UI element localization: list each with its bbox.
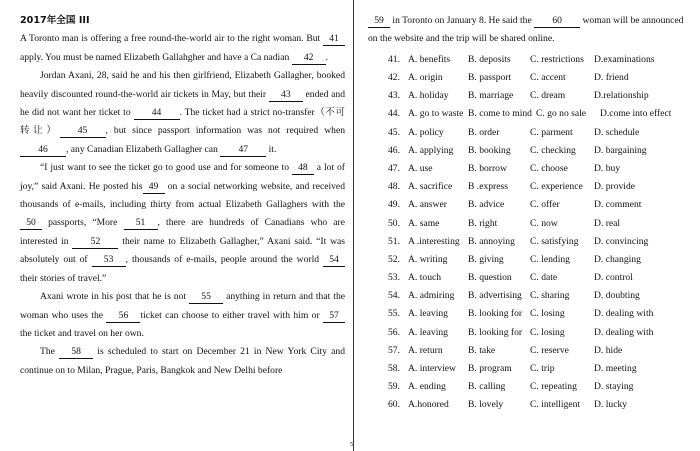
option-d: D. real <box>594 217 621 229</box>
option-a: A. go to waste <box>408 108 464 120</box>
blank-55: 55 <box>189 291 223 304</box>
option-a: A. holiday <box>408 90 449 102</box>
option-row <box>388 69 688 87</box>
option-b: B .express <box>468 181 508 193</box>
text-span: , but since passport information was not required when <box>105 125 346 137</box>
option-row <box>388 196 688 214</box>
option-b: B. program <box>468 363 512 374</box>
option-row <box>388 305 688 323</box>
option-row <box>388 178 688 196</box>
text-span: a lot of joy,” said Axani. He posted his <box>20 162 345 192</box>
option-d: D. lucky <box>594 399 628 411</box>
option-d: D. staying <box>594 381 634 393</box>
question-number: 51. <box>388 235 400 247</box>
question-number: 52. <box>388 253 400 265</box>
option-c: C. experience <box>530 181 583 193</box>
option-row <box>388 251 688 269</box>
paragraph-4 <box>20 288 345 343</box>
question-number: 50. <box>388 217 400 229</box>
option-d: D. convincing <box>594 235 649 247</box>
option-c: C. repeating <box>530 381 577 393</box>
option-d: D. doubting <box>594 290 640 302</box>
option-d: D.examinations <box>594 53 655 65</box>
blank-46: 46 <box>20 144 66 157</box>
blank-45: 45 <box>60 125 106 138</box>
option-c: C. parment <box>530 126 573 138</box>
option-b: B. calling <box>468 381 506 393</box>
answer-options <box>368 51 688 415</box>
option-d: D. dealing with <box>594 308 654 320</box>
blank-58: 58 <box>59 346 93 359</box>
question-number: 57. <box>388 344 400 356</box>
option-row <box>388 342 688 360</box>
option-b: B. passport <box>468 72 512 83</box>
option-a: A. touch <box>408 272 442 284</box>
option-b: B. borrow <box>468 162 507 174</box>
option-c: C. satisfying <box>530 235 579 247</box>
paragraph-5-continued <box>368 12 688 49</box>
option-b: B. right <box>468 217 498 229</box>
option-c: C. sharing <box>530 290 570 302</box>
blank-42: 42 <box>292 52 326 65</box>
option-c: C. dream <box>530 90 566 102</box>
blank-41: 41 <box>323 33 345 46</box>
option-b: B. giving <box>468 253 504 265</box>
option-a: A. origin <box>408 72 443 83</box>
text-span: the ticket and travel on her own. <box>20 327 144 339</box>
option-a: A. interview <box>408 363 456 374</box>
option-c: C. losing <box>530 326 565 338</box>
question-number: 55. <box>388 308 400 320</box>
text-span: anything in return and that the woman who uses the <box>20 291 345 321</box>
option-row <box>388 87 688 105</box>
text-span: is scheduled to start on December 21 in New York City and continue on to Milan, Prague, Paris, Bangkok and New Delhi before <box>20 346 345 376</box>
option-a: A. policy <box>408 126 444 138</box>
text-span: . The ticket had a strict no-transfer（不可转让） <box>20 107 345 137</box>
question-number: 42. <box>388 72 400 83</box>
option-d: D. hide <box>594 344 623 356</box>
option-row <box>388 360 688 378</box>
text-span: ended and he did not want her ticket to <box>20 88 345 119</box>
option-b: B. booking <box>468 144 511 156</box>
text-span: A Toronto man is offering a free round-the-world air to the right woman. But <box>20 33 323 45</box>
question-number: 48. <box>388 181 400 193</box>
option-c: C. intelligent <box>530 399 581 411</box>
question-number: 44. <box>388 108 400 120</box>
question-number: 41. <box>388 53 400 65</box>
page-number: 5 <box>350 442 353 448</box>
option-c: C. offer <box>530 199 560 211</box>
option-c: C. trip <box>530 363 555 374</box>
option-d: D. control <box>594 272 633 284</box>
option-a: A. applying <box>408 144 454 156</box>
option-c: C. now <box>530 217 558 229</box>
option-c: C. checking <box>530 144 576 156</box>
option-c: C. lending <box>530 253 570 265</box>
question-number: 45. <box>388 126 400 138</box>
option-b: B. annoying <box>468 235 515 247</box>
blank-52: 52 <box>72 236 118 249</box>
option-c: C. reserve <box>530 344 569 356</box>
option-d: D. buy <box>594 162 621 174</box>
text-span: , any Canadian Elizabeth Gallagher can <box>66 143 221 155</box>
left-column <box>20 12 345 380</box>
option-c: C. choose <box>530 162 568 174</box>
blank-59: 59 <box>368 15 390 28</box>
text-span: in Toronto on January 8. He said the <box>390 15 535 26</box>
paragraph-2 <box>20 67 345 159</box>
blank-49: 49 <box>143 181 165 194</box>
text-span: apply. You must be named Elizabeth Gallahgher and have a Ca nadian <box>20 51 292 63</box>
option-a: A. admiring <box>408 290 455 302</box>
question-number: 60. <box>388 399 400 411</box>
question-number: 56. <box>388 326 400 338</box>
option-b: B. come to mind <box>468 108 532 120</box>
blank-53: 53 <box>92 254 126 267</box>
right-column <box>368 12 688 415</box>
text-span: , thousands of e-mails, people around the world <box>125 254 323 266</box>
option-b: B. lovely <box>468 399 504 411</box>
option-a: A. benefits <box>408 53 451 65</box>
paragraph-5 <box>20 343 345 380</box>
option-d: D. bargaining <box>594 144 647 156</box>
option-row <box>388 287 688 305</box>
option-b: B. question <box>468 272 512 284</box>
option-a: A. ending <box>408 381 446 393</box>
option-a: A. sacrifice <box>408 181 453 193</box>
blank-48: 48 <box>292 162 314 175</box>
blank-56: 56 <box>106 310 140 323</box>
option-c: C. losing <box>530 308 565 320</box>
option-d: D. comment <box>594 199 642 211</box>
blank-50: 50 <box>20 217 42 230</box>
option-row <box>388 124 688 142</box>
option-b: B. take <box>468 344 496 356</box>
text-span: on a social networking website, and received thousands of e-mails, including thirty from actual Elizabeth Gallaghers with the <box>20 180 345 211</box>
blank-57: 57 <box>323 310 345 323</box>
option-c: C. accent <box>530 72 566 83</box>
option-row <box>388 269 688 287</box>
option-row <box>388 51 688 69</box>
option-c: C. restrictions <box>530 53 584 65</box>
option-c: C. go no sale <box>535 108 587 120</box>
option-row <box>388 142 688 160</box>
option-a: A. return <box>408 344 443 356</box>
option-b: B. advice <box>468 199 505 211</box>
text-span: Jordan Axani, 28, said he and his then girlfriend, Elizabeth Gallagher, booked heavily discounted round-the-world air tickets in May, but their <box>20 70 345 100</box>
text-span: The <box>40 346 60 358</box>
text-span: “I just want to see the ticket go to good use and for someone to <box>40 162 292 174</box>
option-d: D. changing <box>594 253 641 265</box>
question-number: 59. <box>388 381 400 393</box>
paragraph-1 <box>20 30 345 67</box>
option-d: D. dealing with <box>594 326 654 338</box>
option-b: B. looking for <box>468 326 523 338</box>
question-number: 49. <box>388 199 400 211</box>
option-row <box>388 324 688 342</box>
text-span: , there are hundreds of Canadians who are interested in <box>20 217 345 247</box>
blank-44: 44 <box>134 107 180 120</box>
option-a: A.honored <box>408 399 449 411</box>
text-span: woman will be announced on the website and the trip will be shared online. <box>368 15 684 45</box>
option-b: B. advertising <box>468 290 522 302</box>
question-number: 54. <box>388 290 400 302</box>
option-a: A. leaving <box>408 308 448 320</box>
blank-51: 51 <box>124 217 158 230</box>
question-number: 43. <box>388 90 400 102</box>
option-a: A. same <box>408 217 440 229</box>
option-d: D.relationship <box>594 90 649 102</box>
option-row <box>388 396 688 414</box>
option-row <box>388 105 688 123</box>
text-span: ticket can choose to either travel with him or <box>140 309 323 321</box>
blank-60: 60 <box>534 15 580 28</box>
option-row <box>388 233 688 251</box>
option-a: A. answer <box>408 199 447 211</box>
column-divider <box>353 0 354 451</box>
option-a: A .interesting <box>408 235 460 247</box>
blank-47: 47 <box>220 144 266 157</box>
question-number: 47. <box>388 162 400 174</box>
text-span: passports, “More <box>42 217 124 229</box>
paragraph-3 <box>20 159 345 288</box>
option-b: B. marriage <box>468 90 514 102</box>
option-b: B. looking for <box>468 308 523 320</box>
option-d: D.come into effect <box>599 108 672 120</box>
exam-title: 2017年全国 III <box>20 15 90 26</box>
text-span: it. <box>266 143 277 155</box>
option-a: A. use <box>408 162 433 174</box>
text-span: Axani wrote in his post that he is not <box>40 291 190 303</box>
question-number: 53. <box>388 272 400 284</box>
option-d: D. meeting <box>594 363 637 374</box>
blank-43: 43 <box>269 89 303 102</box>
blank-54: 54 <box>323 254 345 267</box>
option-row <box>388 160 688 178</box>
text-span: . <box>325 51 329 63</box>
text-span: their stories of travel.” <box>20 272 107 284</box>
option-b: B. deposits <box>468 53 511 65</box>
option-d: D. schedule <box>594 126 640 138</box>
option-d: D. friend <box>594 72 629 83</box>
option-b: B. order <box>468 126 500 138</box>
option-a: A. writing <box>408 253 448 265</box>
question-number: 46. <box>388 144 400 156</box>
option-a: A. leaving <box>408 326 448 338</box>
option-c: C. date <box>530 272 558 284</box>
option-d: D. provide <box>594 181 636 193</box>
option-row <box>388 378 688 396</box>
text-span: their name to Elizabeth Gallagher,” Axani said. “It was absolutely out of <box>20 235 345 266</box>
question-number: 58. <box>388 363 400 374</box>
option-row <box>388 215 688 233</box>
